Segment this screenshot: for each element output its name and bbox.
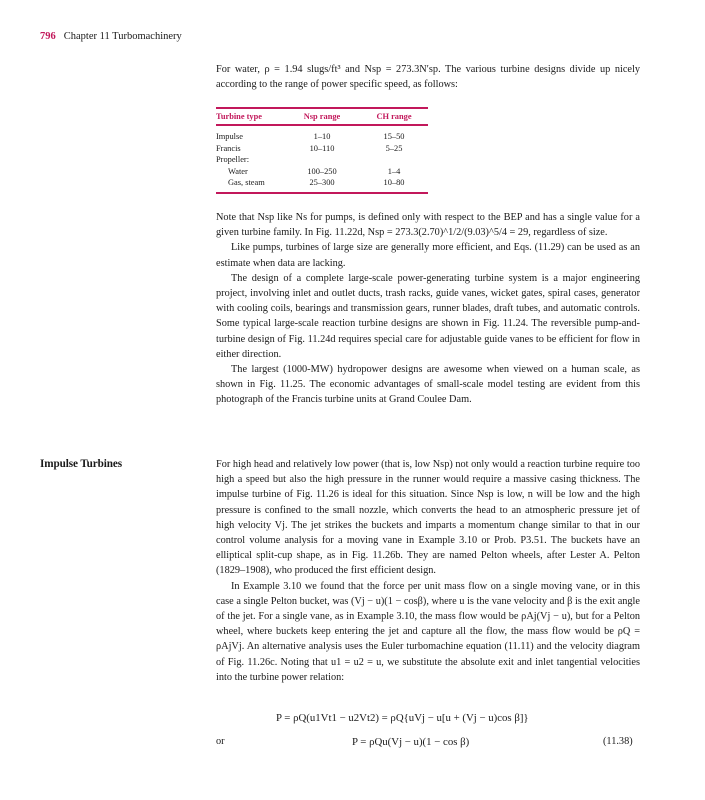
impulse-block — [216, 457, 640, 685]
table-cell-nsp: 100–250 — [307, 166, 337, 176]
table-row — [216, 177, 428, 193]
body-block — [216, 210, 640, 408]
paragraph-hydropower: The largest (1000-MW) hydropower designs are awesome when viewed on a human scale, as shown in Fig. 11.25. The economic advantages of small-scale model testing are evident from this photograph of the Francis turbine units at Grand Coulee Dam. — [216, 364, 640, 406]
table-cell-type: Impulse — [216, 132, 243, 141]
page-number: 796 — [40, 31, 56, 42]
section-heading: Impulse Turbines — [40, 458, 123, 470]
table-cell-type: Francis — [216, 143, 241, 153]
chapter-title: Chapter 11 Turbomachinery — [63, 31, 182, 42]
table-cell-ch: 15–50 — [383, 132, 405, 141]
table-cell-ch: 5–25 — [385, 143, 403, 153]
table-cell-ch: 1–4 — [387, 166, 401, 176]
running-head — [40, 31, 182, 42]
paragraph-pelton-analysis: In Example 3.10 we found that the force per unit mass flow on a single moving vane, or in this case a single Pelton bucket, was (Vj − u)(1 − cosβ), where u is the vane velocity and β is the exit angle of the jet. For a single vane, as in Example 3.10, the mass flow would be ρAj(Vj − u), but for a Pelton wheel, where buckets keep entering the jet and capture all the flow, the mass flow would be ρQ = ρAjVj. An alternative analysis uses the Euler turbomachine equation (11.11) and the velocity diagram of Fig. 11.26c. Noting that u1 = u2 = u, we substitute the absolute exit and inlet tangential velocities into the turbine power relation: — [216, 580, 640, 683]
equation-power-euler: P = ρQ(u1Vt1 − u2Vt2) = ρQ{uVj − u[u + (Vj − u)cos β]} — [276, 712, 529, 724]
paragraph-design: The design of a complete large-scale power-generating turbine system is a major engineering project, involving inlet and outlet ducts, trash racks, guide vanes, wicket gates, spiral cases, generator with cooling coils, bearings and transmission gears, runner blades, draft tubes, and automatic controls. Some typical large-scale reaction turbine designs are shown in Fig. 11.24. The reversible pump-and-turbine design of Fig. 11.24d requires special care for adjustable guide vanes to be efficient for flow in either direction. — [216, 272, 640, 360]
table-cell-type: Water — [228, 166, 248, 176]
table-row — [216, 125, 428, 143]
equation-power-pelton: P = ρQu(Vj − u)(1 − cos β) — [352, 736, 470, 748]
table-row — [216, 154, 428, 166]
table-cell-nsp: 25–300 — [284, 177, 360, 193]
table-cell-type: Propeller: — [216, 155, 250, 165]
paragraph-efficiency: Like pumps, turbines of large size are generally more efficient, and Eqs. (11.29) can be used as an estimate when data are lacking. — [216, 242, 640, 269]
table-cell-nsp: 10–110 — [309, 143, 335, 153]
equation-or-label: or — [216, 736, 225, 747]
paragraph-impulse-intro: For high head and relatively low power (that is, low Nsp) not only would a reaction turbine require too high a speed but also the high pressure in the runner would require a massive casing thickness. The impulse turbine of Fig. 11.26 is ideal for this situation. Since Nsp is low, n will be low and the high pressure is confined to the small nozzle, which converts the head to an atmospheric pressure jet of high velocity Vj. The jet strikes the buckets and imparts a momentum change similar to that in our control volume analysis for a moving vane in Example 3.10 or Prob. P3.51. The buckets have an elliptical split-cup shape, as in Fig. 11.26b. They are named Pelton wheels, after Lester A. Pelton (1829–1908), who produced the first efficient design. — [216, 459, 640, 577]
equation-number: (11.38) — [603, 736, 633, 747]
table-header-ch: CH range — [360, 108, 428, 125]
table-header-turbine-type: Turbine type — [216, 108, 284, 125]
table-header-nsp: Nsp range — [284, 108, 360, 125]
table-cell-type: Gas, steam — [216, 177, 284, 193]
paragraph-bep-note: Note that Nsp like Ns for pumps, is defined only with respect to the BEP and has a single value for a given turbine family. In Fig. 11.22d, Nsp = 273.3(2.70)^1/2/(9.03)^5/4 = 29, regardless of size. — [216, 212, 640, 239]
table-cell-ch — [360, 154, 428, 166]
intro-paragraph: For water, ρ = 1.94 slugs/ft³ and Nsp = 273.3N′sp. The various turbine designs divide up nicely according to the range of power specific speed, as follows: — [216, 64, 640, 91]
table-row — [216, 143, 428, 155]
table-row — [216, 166, 428, 178]
table-cell-nsp: 1–10 — [313, 132, 331, 141]
intro-block — [216, 62, 640, 92]
table-cell-ch: 10–80 — [360, 177, 428, 193]
turbine-range-table — [216, 107, 428, 194]
table-cell-nsp — [284, 154, 360, 166]
